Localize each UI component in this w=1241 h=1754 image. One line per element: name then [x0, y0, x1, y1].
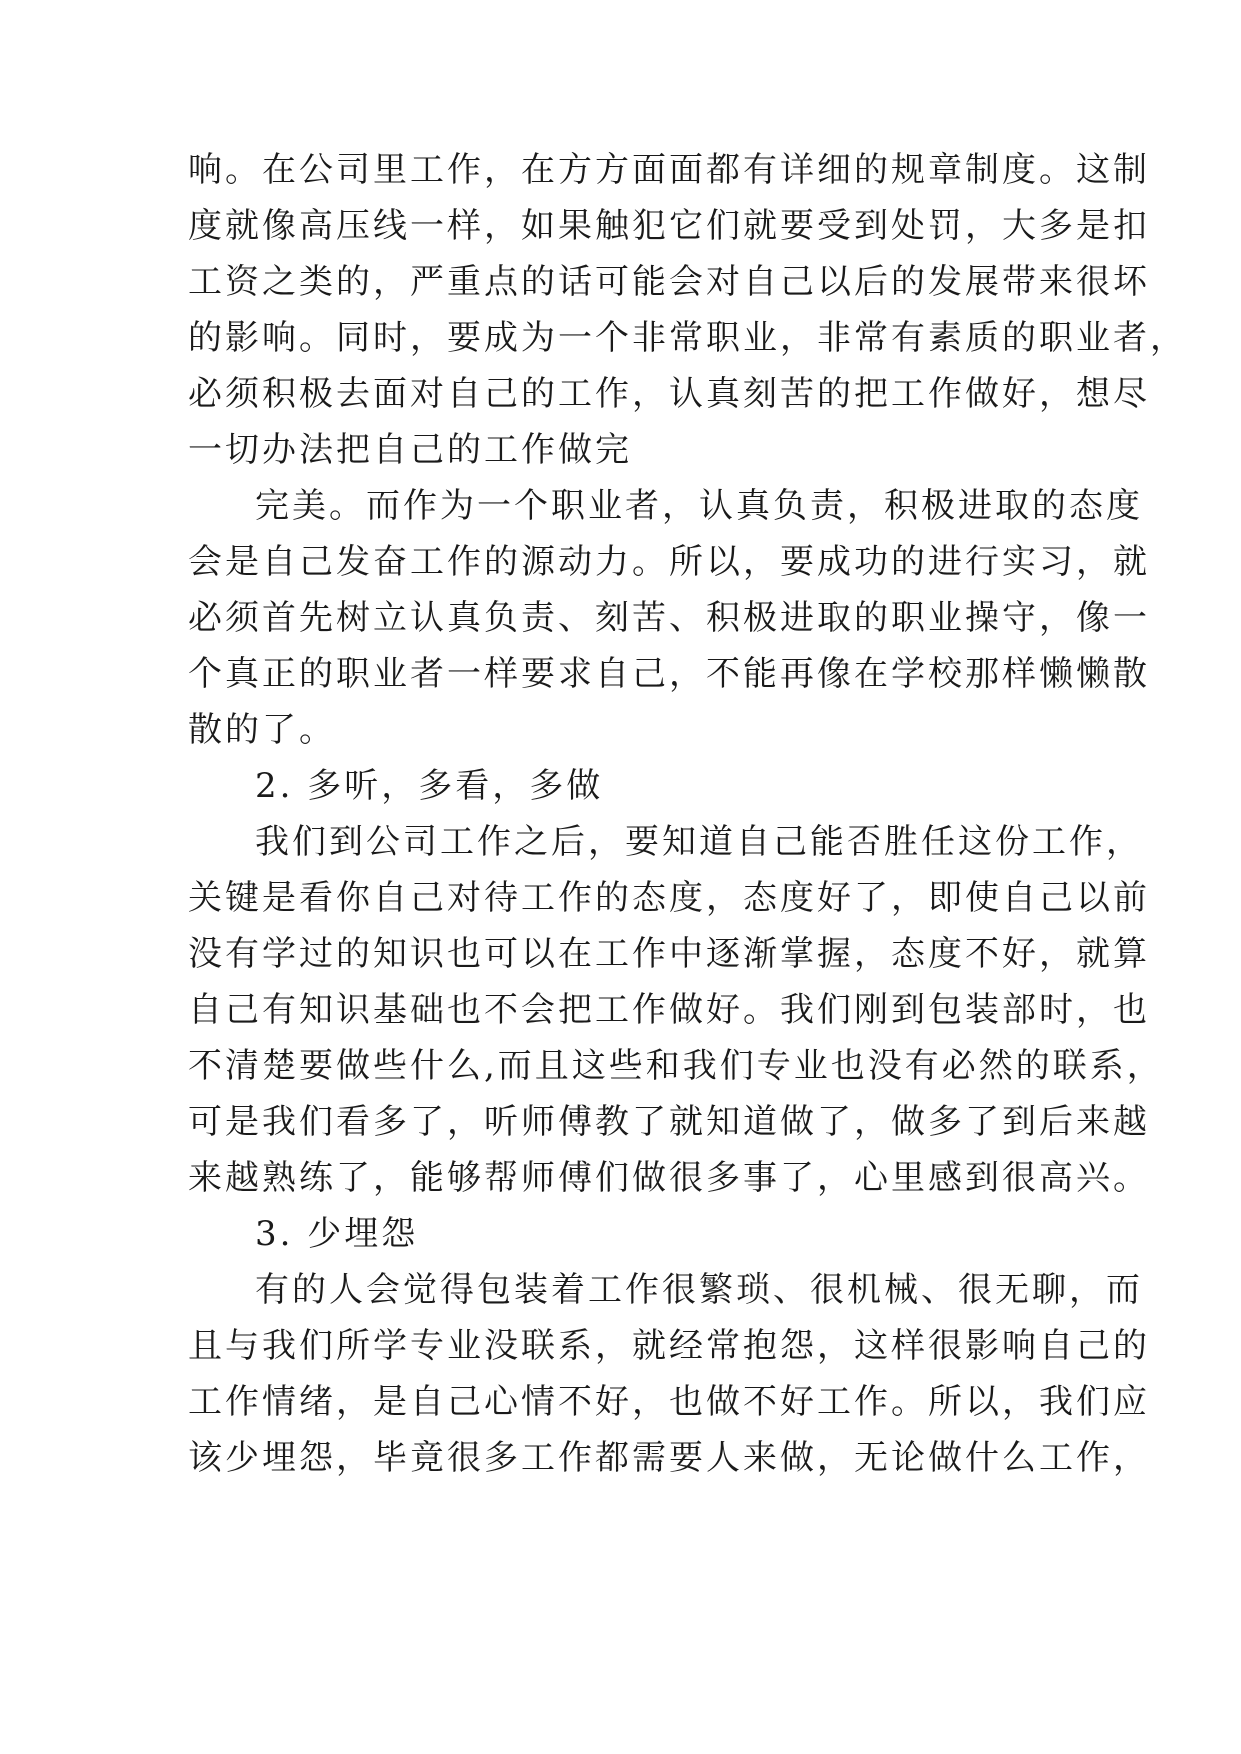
- text-line: 该少埋怨，毕竟很多工作都需要人来做，无论做什么工作，: [188, 1438, 1150, 1478]
- paragraph-first-line: 我们到公司工作之后，要知道自己能否胜任这份工作，: [255, 822, 1143, 862]
- text-line: 必须积极去面对自己的工作，认真刻苦的把工作做好，想尽: [188, 374, 1150, 414]
- text-line: 响。在公司里工作，在方方面面都有详细的规章制度。这制: [188, 150, 1150, 190]
- text-line: 的影响。同时，要成为一个非常职业，非常有素质的职业者，: [188, 318, 1187, 358]
- text-line: 工作情绪，是自己心情不好，也做不好工作。所以，我们应: [188, 1382, 1150, 1422]
- text-line: 没有学过的知识也可以在工作中逐渐掌握，态度不好，就算: [188, 934, 1150, 974]
- text-line: 个真正的职业者一样要求自己，不能再像在学校那样懒懒散: [188, 654, 1150, 694]
- text-line: 自己有知识基础也不会把工作做好。我们刚到包装部时，也: [188, 990, 1150, 1030]
- paragraph-first-line: 有的人会觉得包装着工作很繁琐、很机械、很无聊，而: [255, 1270, 1143, 1310]
- text-line: 一切办法把自己的工作做完: [188, 430, 632, 470]
- text-line: 来越熟练了，能够帮师傅们做很多事了，心里感到很高兴。: [188, 1158, 1150, 1198]
- text-line: 不清楚要做些什么,而且这些和我们专业也没有必然的联系，: [188, 1046, 1164, 1086]
- text-line: 工资之类的，严重点的话可能会对自己以后的发展带来很坏: [188, 262, 1150, 302]
- section-heading: 2. 多听，多看，多做: [255, 766, 604, 806]
- text-line: 必须首先树立认真负责、刻苦、积极进取的职业操守，像一: [188, 598, 1150, 638]
- text-line: 可是我们看多了，听师傅教了就知道做了，做多了到后来越: [188, 1102, 1150, 1142]
- text-line: 散的了。: [188, 710, 336, 750]
- text-line: 会是自己发奋工作的源动力。所以，要成功的进行实习，就: [188, 542, 1150, 582]
- section-heading: 3. 少埋怨: [255, 1214, 419, 1254]
- text-line: 度就像高压线一样，如果触犯它们就要受到处罚，大多是扣: [188, 206, 1150, 246]
- text-line: 且与我们所学专业没联系，就经常抱怨，这样很影响自己的: [188, 1326, 1150, 1366]
- paragraph-first-line: 完美。而作为一个职业者，认真负责，积极进取的态度: [255, 486, 1143, 526]
- text-line: 关键是看你自己对待工作的态度，态度好了，即使自己以前: [188, 878, 1150, 918]
